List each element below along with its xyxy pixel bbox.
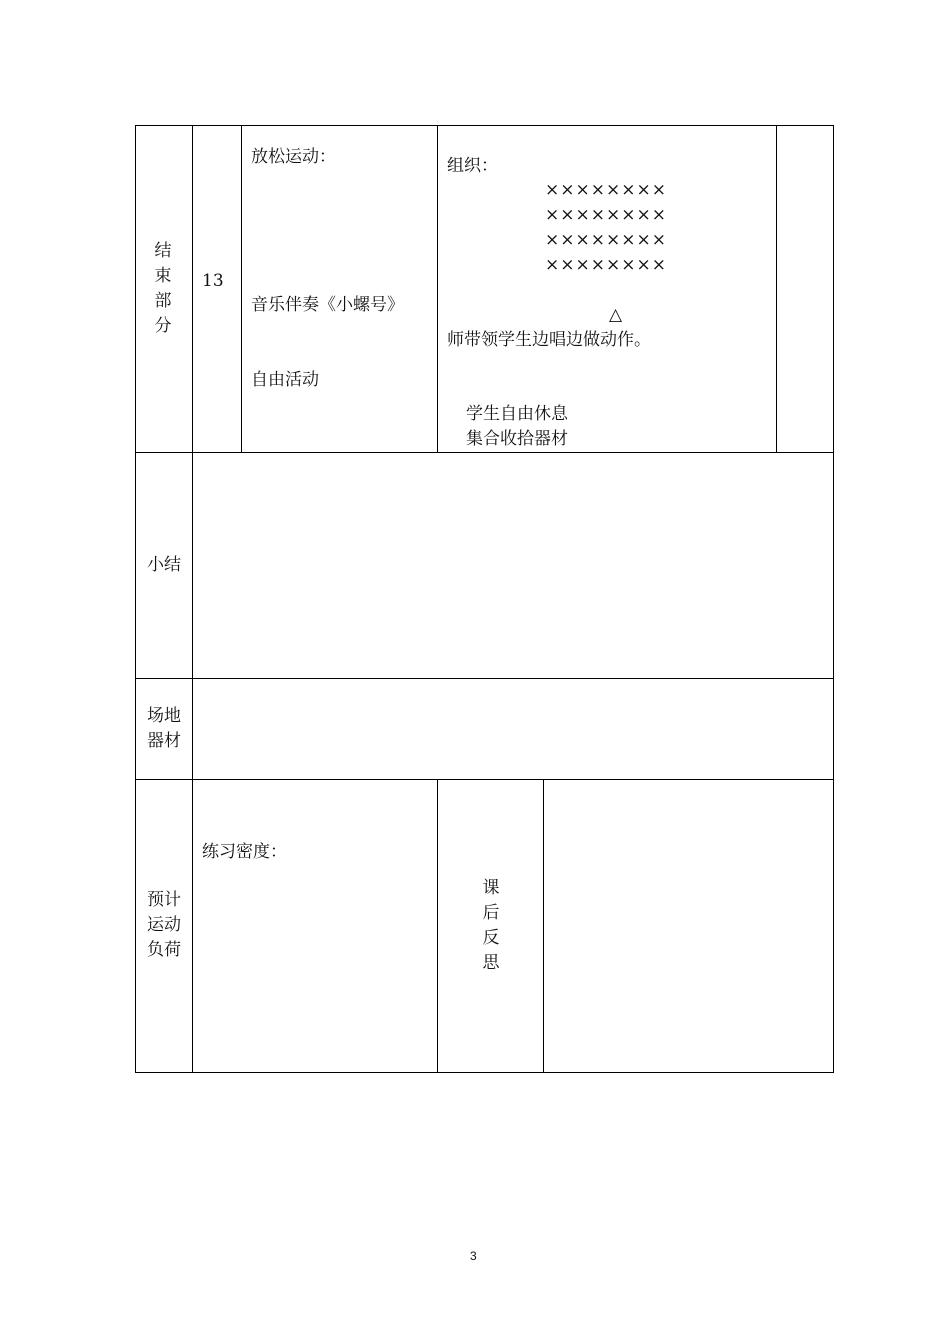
- organization-line-3: 集合收拾器材: [466, 429, 568, 449]
- table-border-bottom: [135, 1072, 834, 1073]
- reflection-char: 后: [482, 903, 500, 923]
- table-col-reflection-divider: [543, 779, 544, 1073]
- summary-label: 小结: [147, 555, 181, 575]
- reflection-char: 思: [482, 953, 500, 973]
- venue-label-line-1: 场地: [147, 706, 181, 726]
- load-label-line-2: 运动: [147, 915, 181, 935]
- table-col-density-divider: [437, 779, 438, 1073]
- table-border-left: [135, 125, 136, 1073]
- organization-line-1: 师带领学生边唱边做动作。: [447, 330, 651, 350]
- free-activity-text: 自由活动: [251, 370, 319, 390]
- end-section-minutes: 13: [202, 271, 224, 291]
- formation-row: ××××××××: [545, 230, 667, 250]
- reflection-label: [478, 876, 504, 976]
- end-section-char: 分: [154, 316, 172, 336]
- end-section-char: 束: [154, 266, 172, 286]
- end-section-char: 结: [154, 241, 172, 261]
- practice-density-label: 练习密度：: [202, 842, 287, 862]
- table-border-top: [135, 125, 834, 126]
- end-section-label: [150, 239, 176, 339]
- venue-label-line-2: 器材: [147, 731, 181, 751]
- formation-row: ××××××××: [545, 255, 667, 275]
- table-rule-summary: [135, 678, 834, 679]
- end-section-char: 部: [154, 291, 172, 311]
- table-col-time-divider: [241, 125, 242, 453]
- table-col-content-divider: [437, 125, 438, 453]
- organization-line-2: 学生自由休息: [466, 404, 568, 424]
- table-col-label-divider: [192, 125, 193, 1073]
- teacher-position-mark: △: [609, 305, 623, 325]
- table-rule-end-section: [135, 452, 834, 453]
- table-border-right: [833, 125, 834, 1073]
- formation-row: ××××××××: [545, 180, 667, 200]
- load-label-line-1: 预计: [147, 890, 181, 910]
- formation-row: ××××××××: [545, 205, 667, 225]
- table-col-org-divider: [776, 125, 777, 453]
- reflection-char: 课: [482, 878, 500, 898]
- table-rule-venue: [135, 779, 834, 780]
- relax-exercise-text: 放松运动：: [251, 147, 336, 167]
- music-accompaniment-text: 音乐伴奏《小螺号》: [251, 295, 404, 315]
- page-number: 3: [470, 1249, 477, 1263]
- organization-label: 组织：: [447, 156, 498, 176]
- reflection-char: 反: [482, 928, 500, 948]
- load-label-line-3: 负荷: [147, 940, 181, 960]
